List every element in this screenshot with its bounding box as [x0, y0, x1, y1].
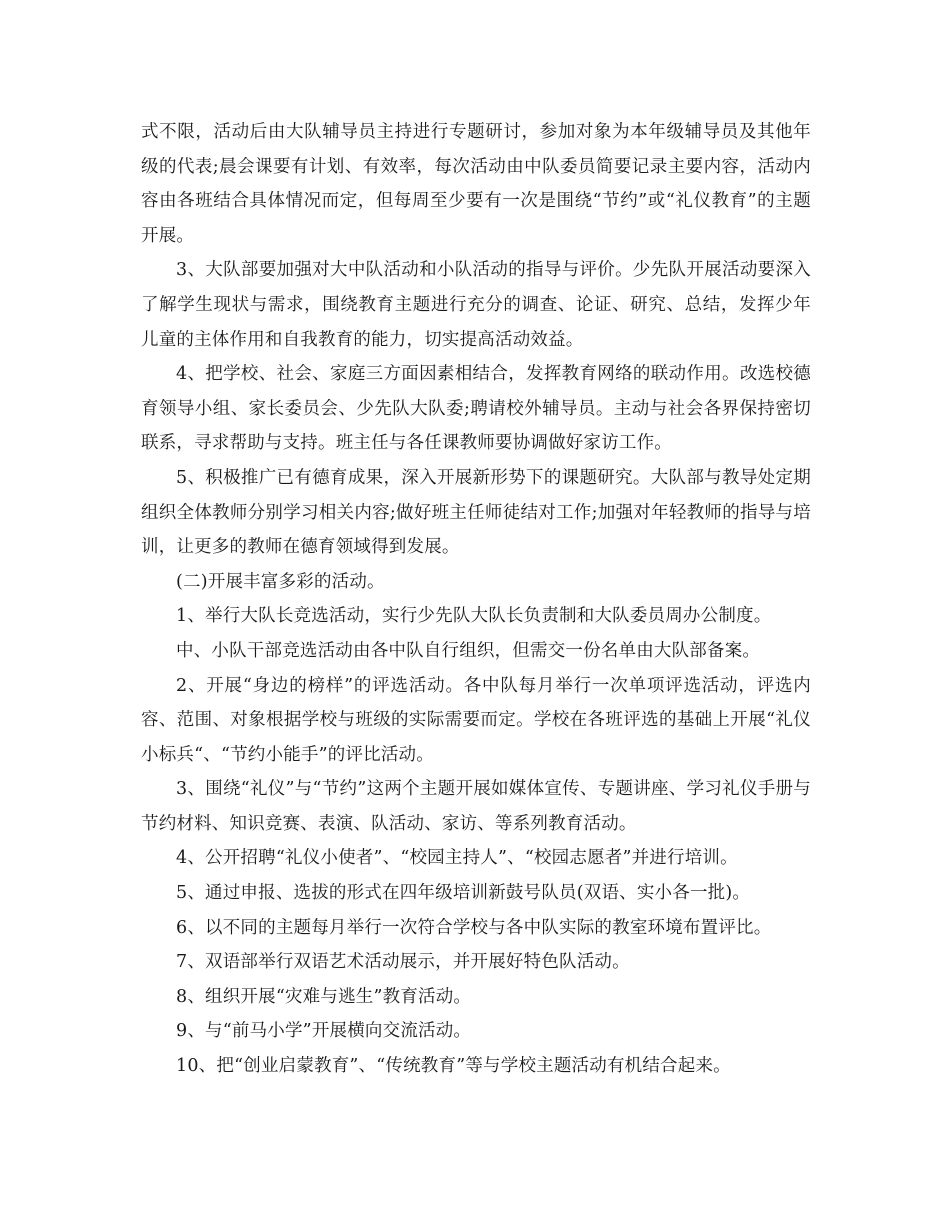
- paragraph-item-4-network: 4、把学校、社会、家庭三方面因素相结合，发挥教育网络的联动作用。改选校德育领导小组、家长委员会、少先队大队委;聘请校外辅导员。主动与社会各界保持密切联系，寻求帮助与支持。班主任与各任课教师要协调做好家访工作。: [141, 364, 811, 454]
- section-heading-activities: (二)开展丰富多彩的活动。: [176, 571, 385, 592]
- paragraph-activity-3: 3、围绕“礼仪”与“节约”这两个主题开展如媒体宣传、专题讲座、学习礼仪手册与节约材料、知识竞赛、表演、队活动、家访、等系列教育活动。: [141, 779, 811, 834]
- paragraph-activity-1-continued: 中、小队干部竞选活动由各中队自行组织，但需交一份名单由大队部备案。: [176, 640, 761, 661]
- paragraph-item-5-research: 5、积极推广已有德育成果，深入开展新形势下的课题研究。大队部与教导处定期组织全体教师分别学习相关内容;做好班主任师徒结对工作;加强对年轻教师的指导与培训，让更多的教师在德育领域得到发展。: [141, 467, 811, 558]
- document-body: [141, 115, 811, 1084]
- paragraph-item-3-guidance: 3、大队部要加强对大中队活动和小队活动的指导与评价。少先队开展活动要深入了解学生现状与需求，围绕教育主题进行充分的调查、论证、研究、总结，发挥少年儿童的主体作用和自我教育的能力，切实提高活动效益。: [141, 260, 811, 350]
- paragraph-activity-2: 2、开展“身边的榜样”的评选活动。各中队每月举行一次单项评选活动，评选内容、范围、对象根据学校与班级的实际需要而定。学校在各班评选的基础上开展“礼仪小标兵“、“节约小能手”的评比活动。: [141, 675, 811, 765]
- paragraph-activity-1: 1、举行大队长竞选活动，实行少先队大队长负责制和大队委员周办公制度。: [176, 606, 772, 627]
- paragraph-activity-10: 10、把“创业启蒙教育”、“传统教育”等与学校主题活动有机结合起来。: [176, 1056, 731, 1077]
- paragraph-activity-5: 5、通过申报、选拔的形式在四年级培训新鼓号队员(双语、实小各一批)。: [176, 883, 751, 904]
- paragraph-activity-9: 9、与“前马小学”开展横向交流活动。: [176, 1021, 472, 1042]
- paragraph-activity-6: 6、以不同的主题每月举行一次符合学校与各中队实际的教室环境布置评比。: [176, 917, 772, 938]
- paragraph-activity-4: 4、公开招聘“礼仪小使者”、“校园主持人”、“校园志愿者”并进行培训。: [176, 848, 738, 869]
- paragraph-activity-7: 7、双语部举行双语艺术活动展示，并开展好特色队活动。: [176, 952, 630, 973]
- paragraph-activity-8: 8、组织开展“灾难与逃生”教育活动。: [176, 986, 472, 1007]
- paragraph-continuation: 式不限，活动后由大队辅导员主持进行专题研讨，参加对象为本年级辅导员及其他年级的代表;晨会课要有计划、有效率，每次活动由中队委员简要记录主要内容，活动内容由各班结合具体情况而定，但每周至少要有一次是围绕“节约”或“礼仪教育”的主题开展。: [141, 122, 811, 246]
